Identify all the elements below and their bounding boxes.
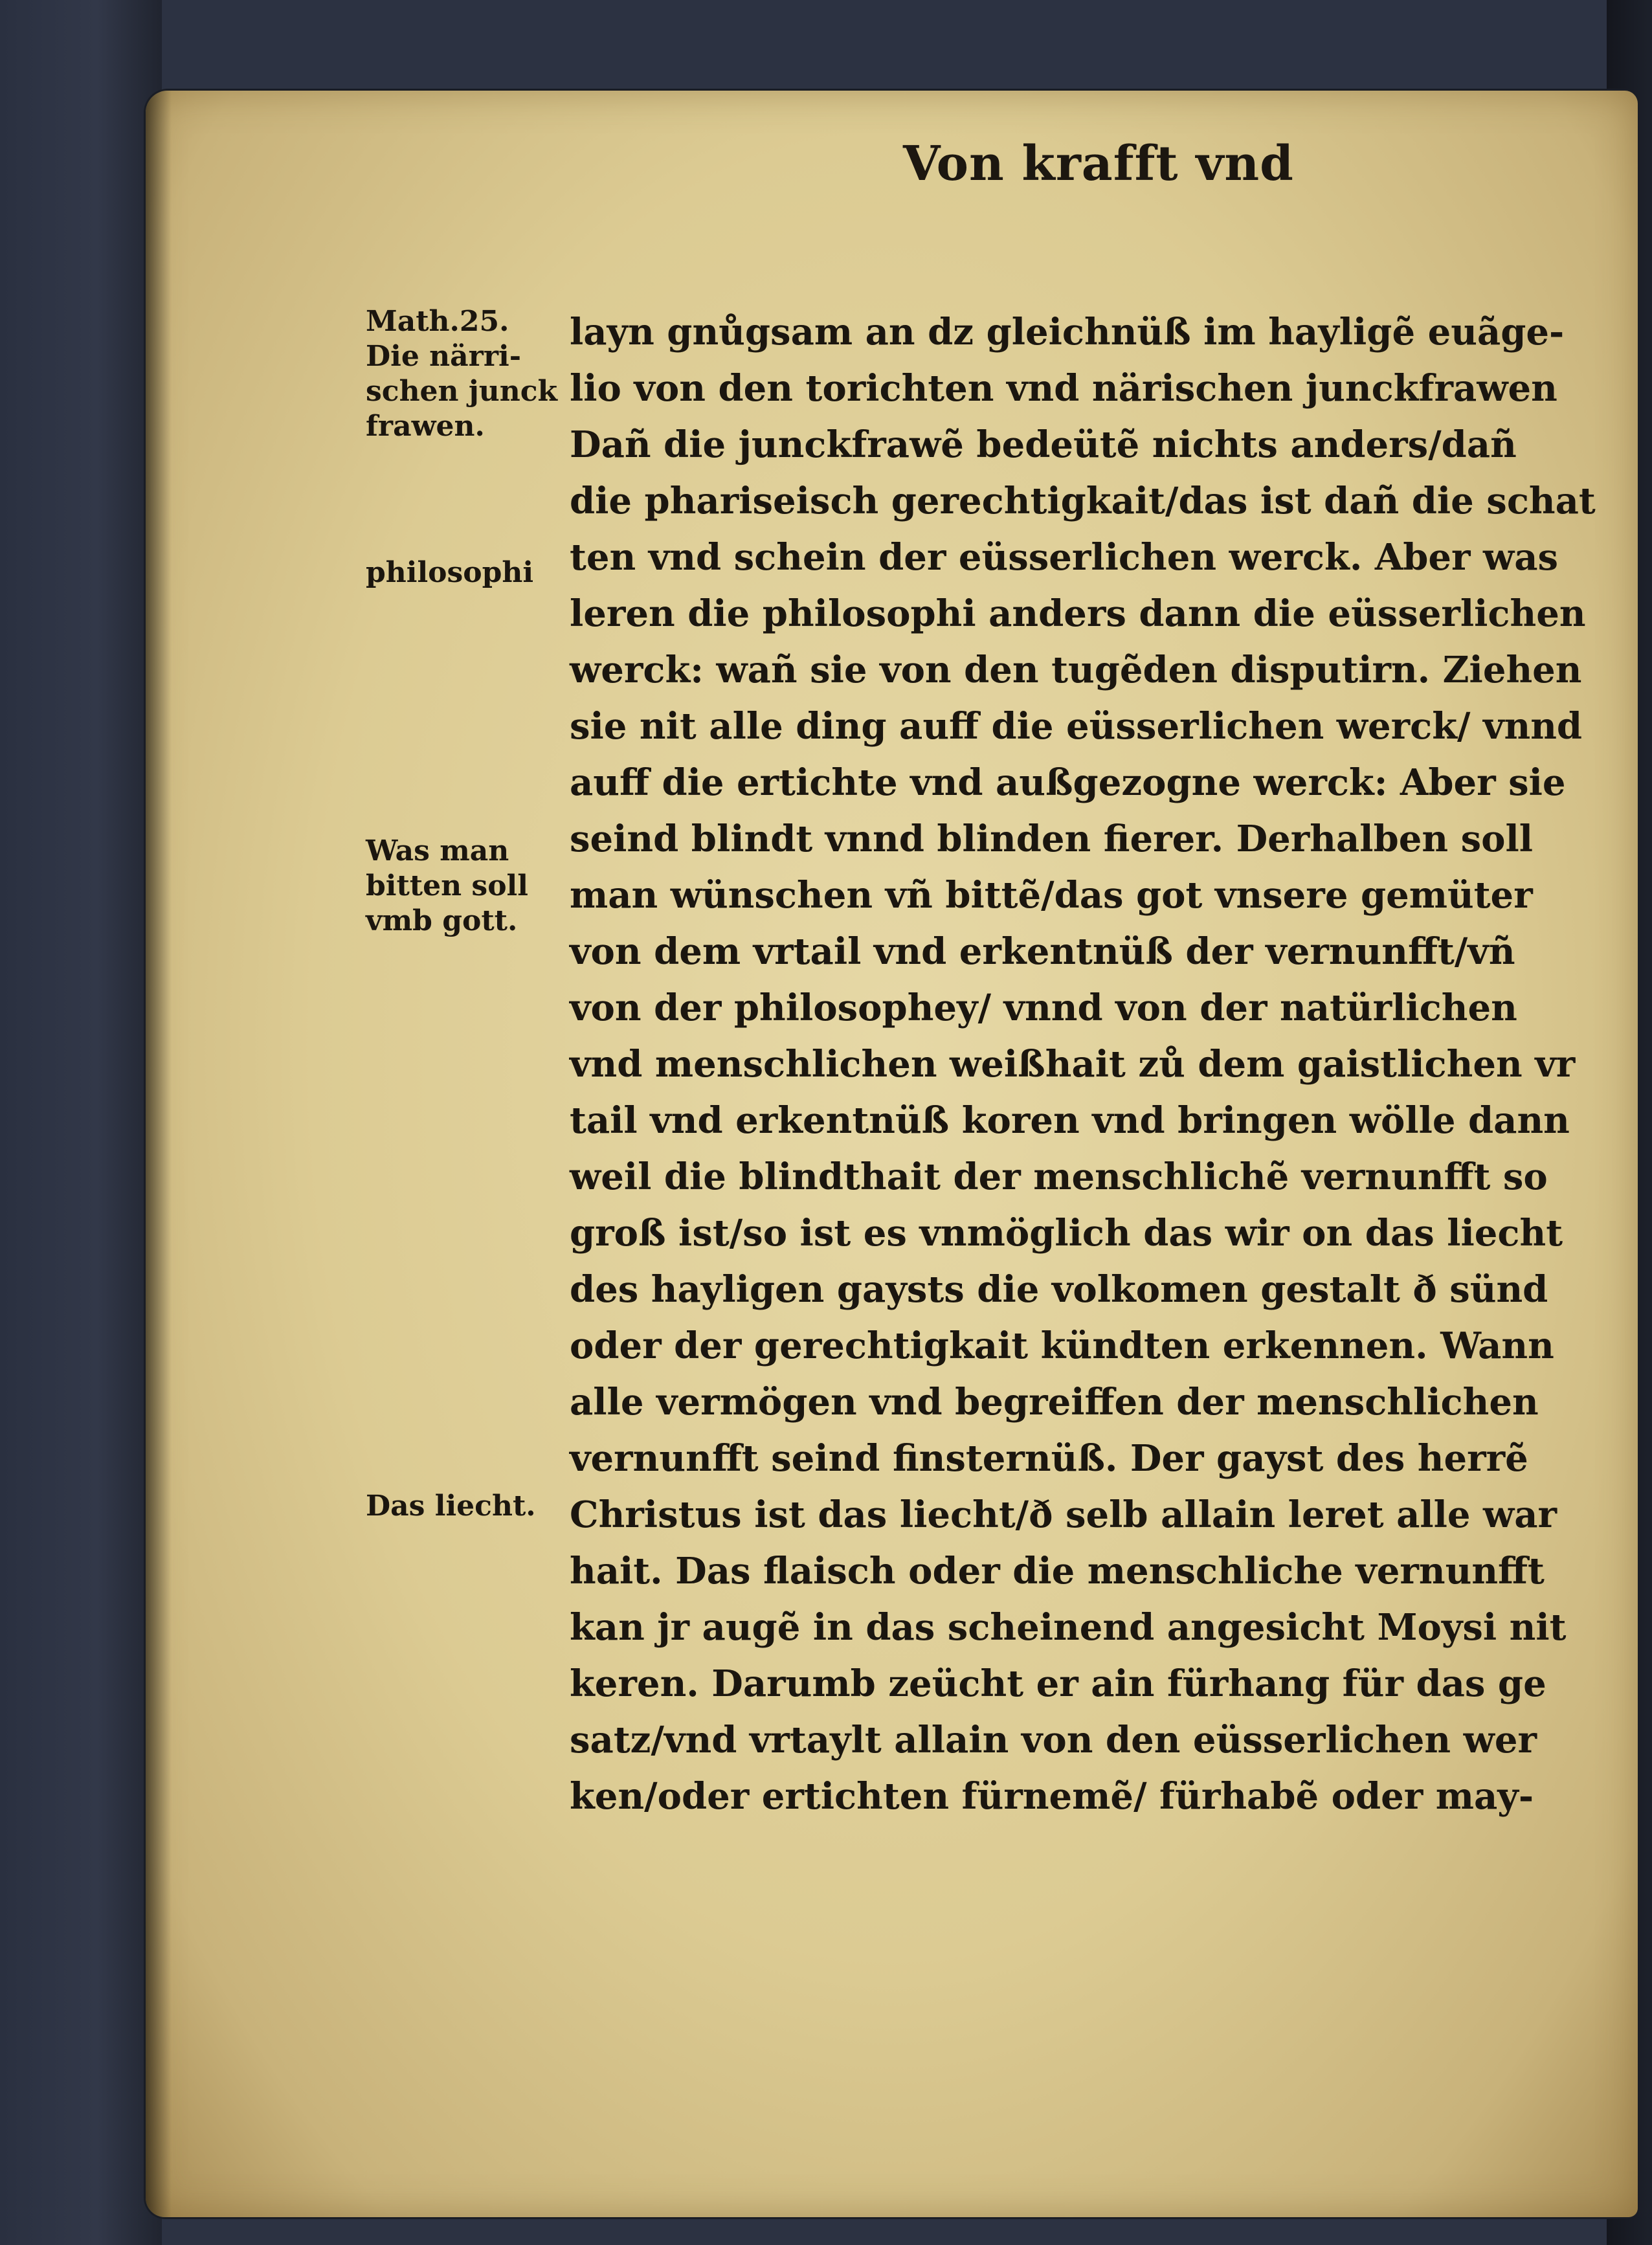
- text-line: ken/oder ertichten fürnemẽ/ fürhabẽ oder may-: [570, 1775, 1534, 1818]
- text-line: layn gnůgsam an dz gleichnüß im hayligẽ euãge-: [570, 311, 1565, 353]
- text-line: des hayligen gaysts die volkomen gestalt ð sünd: [570, 1268, 1548, 1311]
- text-line: die phariseisch gerechtigkait/das ist dañ die schat: [570, 480, 1596, 522]
- text-line: Christus ist das liecht/ð selb allain leret alle war: [570, 1493, 1557, 1536]
- text-line: Dañ die junckfrawẽ bedeütẽ nichts anders/dañ: [570, 423, 1517, 466]
- text-line: seind blindt vnnd blinden fierer. Derhalben soll: [570, 818, 1533, 860]
- text-line: oder der gerechtigkait kündten erkennen. Wann: [570, 1324, 1554, 1367]
- margin-note-line: vmb gott.: [366, 904, 518, 937]
- text-line: von dem vrtail vnd erkentnüß der vernunfft/vñ: [570, 930, 1515, 973]
- text-line: man wünschen vñ bittẽ/das got vnsere gemüter: [570, 874, 1533, 917]
- margin-note-line: Das liecht.: [366, 1490, 536, 1523]
- margin-note-line: philosophi: [366, 556, 534, 589]
- text-line: leren die philosophi anders dann die eüsserlichen: [570, 592, 1586, 635]
- text-line: alle vermögen vnd begreiffen der menschlichen: [570, 1381, 1539, 1424]
- text-line: keren. Darumb zeücht er ain fürhang für das ge: [570, 1662, 1546, 1705]
- text-line: tail vnd erkentnüß koren vnd bringen wölle dann: [570, 1099, 1570, 1142]
- margin-note-math-25: [366, 304, 560, 444]
- text-line: ten vnd schein der eüsserlichen werck. Aber was: [570, 536, 1559, 579]
- margin-note-line: Math.25.: [366, 305, 509, 338]
- text-line: auff die ertichte vnd außgezogne werck: Aber sie: [570, 761, 1566, 804]
- text-line: hait. Das flaisch oder die menschliche vernunfft: [570, 1550, 1545, 1592]
- margin-note-line: frawen.: [366, 410, 485, 443]
- body-text: [570, 304, 1596, 1825]
- text-line: weil die blindthait der menschlichẽ vernunfft so: [570, 1156, 1548, 1198]
- running-head: Von krafft vnd: [903, 136, 1294, 192]
- text-line: werck: wañ sie von den tugẽden disputirn. Ziehen: [570, 649, 1582, 691]
- margin-note-line: Was man: [366, 834, 509, 867]
- margin-note-das-liecht: [366, 1489, 560, 1524]
- text-line: groß ist/so ist es vnmöglich das wir on das liecht: [570, 1212, 1563, 1255]
- text-line: von der philosophey/ vnnd von der natürlichen: [570, 987, 1517, 1029]
- text-line: sie nit alle ding auff die eüsserlichen werck/ vnnd: [570, 705, 1583, 748]
- margin-note-was-man-bitten: [366, 834, 560, 939]
- margin-note-line: schen junck: [366, 375, 558, 408]
- text-line: satz/vnd vrtaylt allain von den eüsserlichen wer: [570, 1719, 1537, 1761]
- margin-note-line: Die närri-: [366, 340, 522, 373]
- text-line: lio von den torichten vnd närischen junckfrawen: [570, 367, 1557, 410]
- text-line: kan jr augẽ in das scheinend angesicht Moysi nit: [570, 1606, 1567, 1649]
- page-gutter-shadow: [146, 91, 172, 2217]
- binding-background: [0, 0, 162, 2245]
- margin-note-line: bitten soll: [366, 869, 528, 902]
- margin-note-philosophi: [366, 555, 560, 590]
- text-line: vnd menschlichen weißhait zů dem gaistlichen vr: [570, 1043, 1576, 1086]
- text-line: vernunfft seind finsternüß. Der gayst des herrẽ: [570, 1437, 1528, 1480]
